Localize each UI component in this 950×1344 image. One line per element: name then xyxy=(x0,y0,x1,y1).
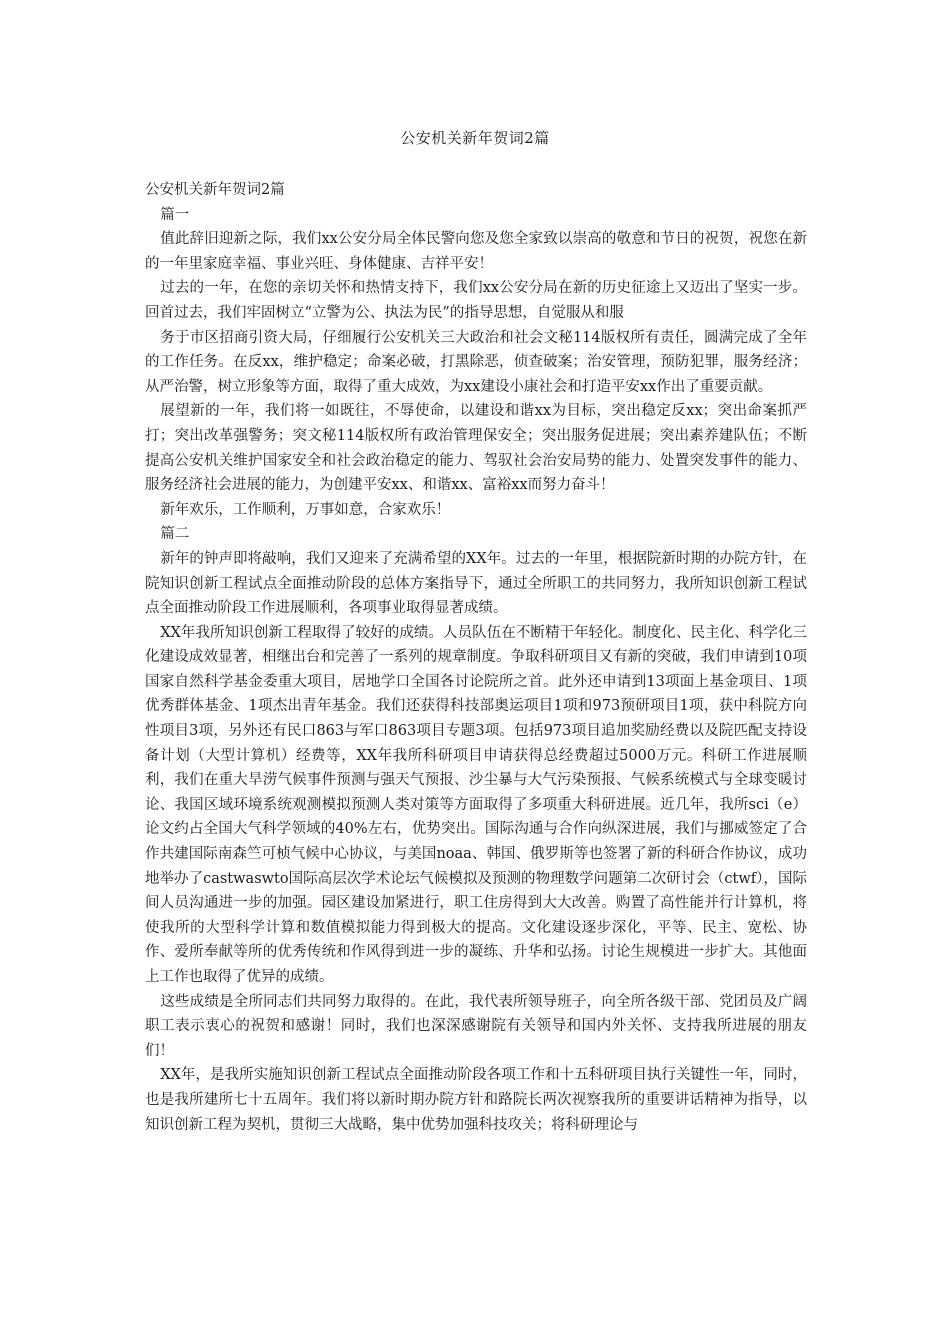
paragraph: XX年，是我所实施知识创新工程试点全面推动阶段各项工作和十五科研项目执行关键性一年，同时，也是我所建所七十五周年。我们将以新时期办院方针和路院长两次视察我所的重要讲话精神为指导，以知识创新工程为契机，贯彻三大战略，集中优势加强科技攻关；将科研理论与 xyxy=(145,1067,807,1133)
document-title: 公安机关新年贺词2篇 xyxy=(400,129,550,147)
section-heading-1: 篇一 xyxy=(160,206,190,223)
document-subtitle: 公安机关新年贺词2篇 xyxy=(145,182,285,198)
paragraph: 这些成绩是全所同志们共同努力取得的。在此，我代表所领导班子，向全所各级干部、党团员及广阔职工表示衷心的祝贺和感谢！同时，我们也深深感谢院有关领导和国内外关怀、支持我所进展的朋友们！ xyxy=(145,993,807,1059)
document-body xyxy=(145,178,807,1137)
paragraph: 展望新的一年，我们将一如既往，不辱使命，以建设和谐xx为目标，突出稳定反xx；突出命案抓严打；突出改革强警务；突文秘114版权所有政治管理保安全；突出服务促进展；突出素养建队伍；不断提高公安机关维护国家安全和社会政治稳定的能力、驾驭社会治安局势的能力、处置突发事件的能力、服务经济社会进展的能力，为创建平安xx、和谐xx、富裕xx而努力奋斗！ xyxy=(145,403,807,494)
paragraph: 新年的钟声即将敲响，我们又迎来了充满希望的XX年。过去的一年里，根据院新时期的办院方针，在院知识创新工程试点全面推动阶段的总体方案指导下，通过全所职工的共同努力，我所知识创新工程试点全面推动阶段工作进展顺利，各项事业取得显著成绩。 xyxy=(145,550,807,617)
paragraph: 务于市区招商引资大局，仔细履行公安机关三大政治和社会文秘114版权所有责任，圆满完成了全年的工作任务。在反xx，维护稳定；命案必破，打黑除恶，侦查破案；治安管理，预防犯罪，服务经济；从严治警，树立形象等方面，取得了重大成效，为xx建设小康社会和打造平安xx作出了重要贡献。 xyxy=(145,329,807,395)
section-heading-2: 篇二 xyxy=(160,526,190,543)
paragraph: 过去的一年，在您的亲切关怀和热情支持下，我们xx公安分局在新的历史征途上又迈出了坚实一步。回首过去，我们牢固树立“立警为公、执法为民”的指导思想，自觉服从和服 xyxy=(145,280,807,321)
paragraph: 值此辞旧迎新之际，我们xx公安分局全体民警向您及您全家致以崇高的敬意和节日的祝贺，祝您在新的一年里家庭幸福、事业兴旺、身体健康、吉祥平安！ xyxy=(145,231,807,272)
paragraph: 新年欢乐，工作顺利，万事如意，合家欢乐！ xyxy=(160,501,451,518)
paragraph: XX年我所知识创新工程取得了较好的成绩。人员队伍在不断精干年轻化。制度化、民主化、科学化三化建设成效显著，相继出台和完善了一系列的规章制度。争取科研项目又有新的突破，我们申请到10项国家自然科学基金委重大项目，居地学口全国各讨论院所之首。此外还申请到13项面上基金项目、1项优秀群体基金、1项杰出青年基金。我们还获得科技部奥运项目1项和973预研项目1项，获中科院方向性项目3项，另外还有民口863与军口863项目专题3项。包括973项目追加奖励经费以及院匹配支持设备计划（大型计算机）经费等，XX年我所科研项目申请获得总经费超过5000万元。科研工作进展顺利，我们在重大旱涝气候事件预测与强天气预报、沙尘暴与大气污染预报、气候系统模式与全球变暖讨论、我国区域环境系统观测模拟预测人类对策等方面取得了多项重大科研进展。近几年，我所sci（e）论文约占全国大气科学领域的40%左右，优势突出。国际沟通与合作向纵深进展，我们与挪威签定了合作共建国际南森竺可桢气候中心协议，与美国noaa、韩国、俄罗斯等也签署了新的科研合作协议，成功地举办了castwaswto国际高层次学术论坛气候模拟及预测的物理数学问题第二次研讨会（ctwf），国际间人员沟通进一步的加强。园区建设加紧进行，职工住房得到大大改善。购置了高性能并行计算机，将使我所的大型科学计算和数值模拟能力得到极大的提高。文化建设逐步深化，平等、民主、宽松、协作、爱所奉献等所的优秀传统和作风得到进一步的凝练、升华和弘扬。讨论生规模进一步扩大。其他面上工作也取得了优异的成绩。 xyxy=(145,624,807,985)
